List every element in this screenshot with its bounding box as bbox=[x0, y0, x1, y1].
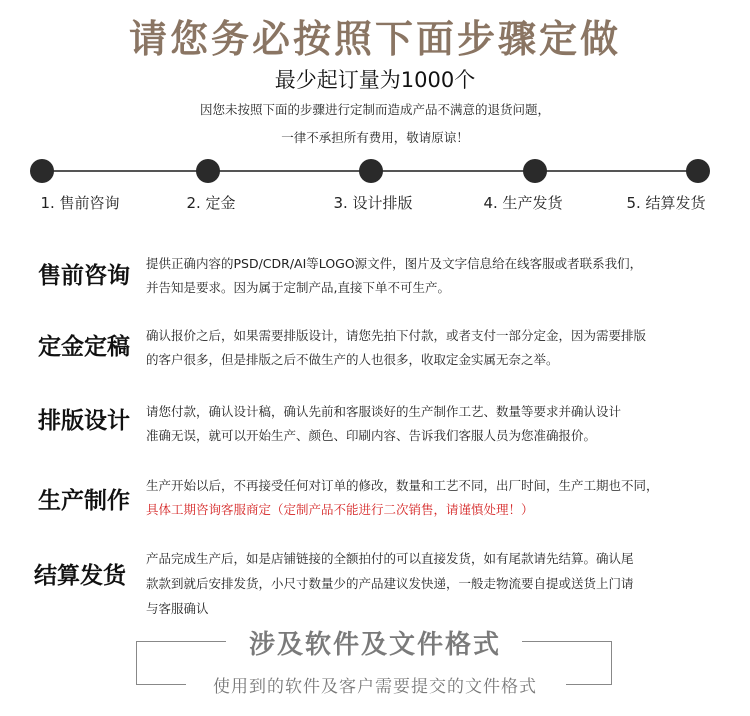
section-text-line: 并告知是要求。因为属于定制产品,直接下单不可生产。 bbox=[146, 280, 450, 295]
footer-subtitle: 使用到的软件及客户需要提交的文件格式 bbox=[213, 677, 537, 697]
section-text-line: 产品完成生产后，如是店铺链接的全额拍付的可以直接发货，如有尾款请先结算。确认尾 bbox=[146, 551, 634, 566]
section-text-line: 准确无误，就可以开始生产、颜色、印刷内容、告诉我们客服人员为您准确报价。 bbox=[146, 428, 597, 443]
step-3-label: 3. 设计排版 bbox=[333, 194, 413, 212]
notice-line-2: 一律不承担所有费用，敬请原谅！ bbox=[281, 130, 469, 145]
footer-title: 涉及软件及文件格式 bbox=[248, 630, 501, 660]
section-text-line: 与客服确认 bbox=[146, 601, 209, 616]
step-2-dot bbox=[196, 159, 220, 183]
step-3-dot bbox=[359, 159, 383, 183]
section-warning-line: 具体工期咨询客服商定（定制产品不能进行二次销售，请谨慎处理！） bbox=[146, 502, 534, 517]
step-5-dot bbox=[686, 159, 710, 183]
step-1-label: 1. 售前咨询 bbox=[40, 194, 120, 212]
section-heading: 排版设计 bbox=[38, 408, 130, 434]
step-4-label: 4. 生产发货 bbox=[483, 194, 563, 212]
section-text-line: 款款到就后安排发货，小尺寸数量少的产品建议发快递，一般走物流要自提或送货上门请 bbox=[146, 576, 634, 591]
process-timeline bbox=[0, 150, 750, 220]
section-text-line: 提供正确内容的PSD/CDR/AI等LOGO源文件，图片及文字信息给在线客服或者联系我们， bbox=[146, 256, 643, 271]
section-text-line: 确认报价之后，如果需要排版设计，请您先拍下付款，或者支付一部分定金，因为需要排版 bbox=[146, 328, 647, 343]
section-heading: 结算发货 bbox=[34, 563, 126, 589]
section-heading: 定金定稿 bbox=[38, 334, 130, 360]
section-text-line: 生产开始以后，不再接受任何对订单的修改，数量和工艺不同，出厂时间，生产工期也不同， bbox=[146, 478, 659, 493]
step-2-label: 2. 定金 bbox=[186, 194, 236, 212]
section-text-line: 的客户很多，但是排版之后不做生产的人也很多，收取定金实属无奈之举。 bbox=[146, 352, 559, 367]
page-title: 请您务必按照下面步骤定做 bbox=[128, 17, 621, 61]
minimum-order-subtitle: 最少起订量为1000个 bbox=[274, 68, 476, 92]
step-4-dot bbox=[523, 159, 547, 183]
notice-line-1: 因您未按照下面的步骤进行定制而造成产品不满意的退货问题， bbox=[199, 102, 550, 117]
section-heading: 售前咨询 bbox=[38, 263, 130, 289]
section-text-line: 请您付款，确认设计稿，确认先前和客服谈好的生产制作工艺、数量等要求并确认设计 bbox=[146, 404, 622, 419]
step-1-dot bbox=[30, 159, 54, 183]
section-heading: 生产制作 bbox=[38, 488, 130, 514]
step-5-label: 5. 结算发货 bbox=[626, 194, 706, 212]
